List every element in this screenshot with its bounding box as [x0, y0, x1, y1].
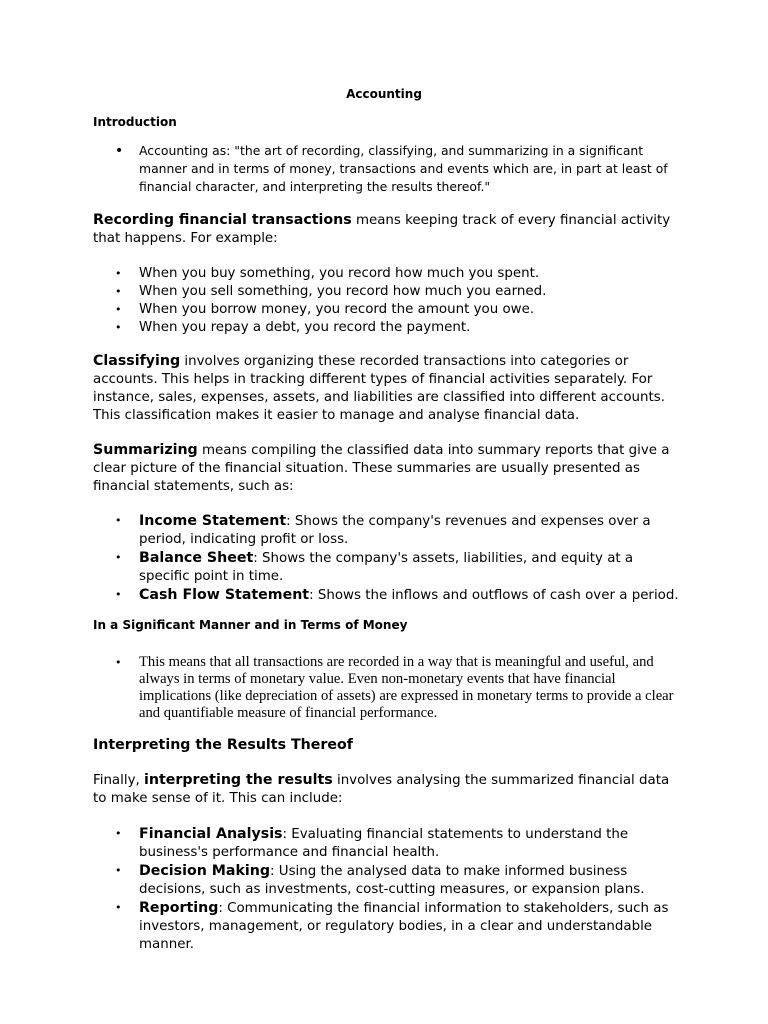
interpreting-list: [93, 825, 683, 954]
list-item-term: Balance Sheet: [139, 550, 254, 566]
list-item: [93, 549, 683, 586]
bullet-icon: •: [115, 303, 122, 316]
recording-text: means keeping track of every financial activity that happens. For example:: [93, 213, 671, 246]
list-item-text: When you sell something, you record how much you earned.: [139, 284, 547, 299]
summarizing-term: Summarizing: [93, 442, 198, 458]
list-item: [93, 512, 683, 549]
list-item: [93, 265, 683, 283]
interpreting-text: involves analysing the summarized financial data to make sense of it. This can include:: [93, 773, 670, 806]
significant-list: [93, 654, 683, 722]
bullet-icon: •: [115, 321, 122, 334]
list-item-text: When you repay a debt, you record the payment.: [139, 320, 471, 335]
list-item-term: Reporting: [139, 900, 219, 916]
bullet-icon: •: [115, 285, 122, 298]
intro-list: [93, 142, 683, 196]
list-item: [93, 301, 683, 319]
list-item-text: : Shows the company's assets, liabilities, and equity at a specific point in time.: [139, 551, 634, 584]
list-item-term: Cash Flow Statement: [139, 587, 310, 603]
list-item-text: : Shows the inflows and outflows of cash over a period.: [309, 588, 679, 603]
recording-list: [93, 265, 683, 337]
document-title: Accounting: [346, 87, 422, 101]
list-item: [93, 654, 683, 722]
recording-term: Recording financial transactions: [93, 212, 352, 228]
list-item-term: Decision Making: [139, 863, 271, 879]
recording-paragraph: [93, 211, 683, 248]
summarizing-text: means compiling the classified data into summary reports that give a clear picture of the financial situation. These summaries are usually presented as financial statements, such as:: [93, 443, 670, 494]
interpreting-paragraph: [93, 771, 683, 808]
list-item: [93, 825, 683, 862]
statements-list: [93, 512, 683, 605]
list-item-text: : Using the analysed data to make informed business decisions, such as investments, cost-cutting measures, or expansion plans.: [139, 864, 645, 897]
list-item-text: This means that all transactions are recorded in a way that is meaningful and useful, and always in terms of monetary value. Even non-monetary events that have financial implications (like depreciation of assets) are expressed in monetary terms to provide a clear and quantifiable measure of financial performance.: [139, 654, 674, 721]
intro-heading: Introduction: [93, 115, 177, 129]
list-item: [93, 142, 683, 196]
classifying-term: Classifying: [93, 353, 181, 369]
list-item: [93, 899, 683, 954]
intro-definition: Accounting as: "the art of recording, classifying, and summarizing in a significant manner and in terms of money, transactions and events which are, in part at least of financial character, and interpreting the results thereof.": [139, 143, 668, 194]
interpreting-lead: Finally,: [93, 773, 145, 788]
summarizing-paragraph: [93, 441, 683, 496]
bullet-icon: •: [115, 901, 122, 914]
bullet-icon: •: [115, 551, 122, 564]
list-item-text: : Communicating the financial information to stakeholders, such as investors, management, or regulatory bodies, in a clear and understandable manner.: [139, 901, 669, 952]
list-item-text: : Shows the company's revenues and expenses over a period, indicating profit or loss.: [139, 514, 651, 547]
list-item: [93, 319, 683, 337]
list-item-text: When you borrow money, you record the amount you owe.: [139, 302, 535, 317]
list-item-term: Financial Analysis: [139, 826, 283, 842]
classifying-text: involves organizing these recorded transactions into categories or accounts. This helps in tracking different types of financial activities separately. For instance, sales, expenses, assets, and liabilities are classified into different accounts. This classification makes it easier to manage and analyse financial data.: [93, 354, 665, 423]
list-item: [93, 586, 683, 605]
bullet-icon: •: [115, 267, 122, 280]
bullet-icon: •: [115, 588, 122, 601]
interpreting-heading: Interpreting the Results Thereof: [93, 737, 353, 753]
list-item-text: When you buy something, you record how much you spent.: [139, 266, 540, 281]
bullet-icon: •: [115, 827, 122, 840]
list-item-term: Income Statement: [139, 513, 287, 529]
bullet-icon: •: [115, 864, 122, 877]
list-item: [93, 862, 683, 899]
list-item: [93, 283, 683, 301]
bullet-icon: •: [115, 514, 122, 527]
interpreting-term: interpreting the results: [144, 772, 333, 788]
bullet-icon: •: [115, 656, 122, 669]
bullet-icon: •: [115, 143, 124, 159]
list-item-text: : Evaluating financial statements to understand the business's performance and financial health.: [139, 827, 629, 860]
classifying-paragraph: [93, 352, 683, 425]
significant-heading: In a Significant Manner and in Terms of Money: [93, 618, 408, 632]
